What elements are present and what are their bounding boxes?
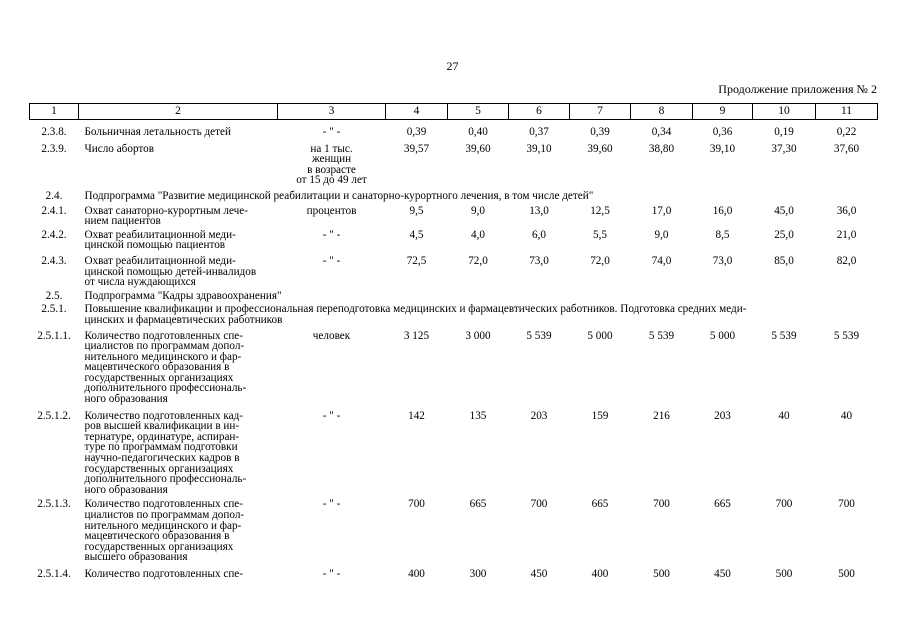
- value-cell: 700: [838, 498, 855, 511]
- value-cell: 5 539: [526, 329, 552, 342]
- indicator-name-line: Охват реабилитационной меди-: [84, 228, 236, 241]
- unit-cell: [278, 563, 386, 580]
- indicator-name: [79, 202, 278, 227]
- value-cell: 4,0: [471, 228, 485, 241]
- row-number: 2.5.1.3.: [37, 498, 71, 511]
- unit-cell: [278, 251, 386, 288]
- indicator-name: [79, 495, 278, 563]
- indicator-name: [79, 227, 278, 251]
- indicator-name-line: нительного медицинского и фар-: [84, 350, 242, 363]
- value-cell: 300: [469, 567, 487, 580]
- value-cell: 39,10: [526, 142, 552, 155]
- indicator-name-line: государственных организациях: [84, 462, 234, 475]
- value-cell: 25,0: [774, 228, 794, 241]
- value-cell: 6,0: [532, 228, 546, 241]
- row-number: 2.5.: [45, 289, 63, 302]
- unit-cell: [278, 326, 386, 405]
- indicator-name: [79, 138, 278, 186]
- value-cell: 38,80: [648, 142, 675, 155]
- section-row: [30, 288, 878, 302]
- value-cell: 142: [408, 409, 425, 422]
- value-cell: 3 000: [465, 329, 491, 342]
- table-row: [30, 405, 878, 496]
- indicator-name-line: дополнительного профессиональ-: [84, 382, 247, 395]
- indicator-name-line: цинской помощью детей-инвалидов: [84, 265, 257, 278]
- unit-line: на 1 тыс.: [310, 142, 353, 155]
- value-cell: 17,0: [651, 204, 672, 217]
- unit-line: от 15 до 49 лет: [296, 174, 367, 187]
- value-cell: 8,5: [715, 228, 730, 241]
- indicator-name: [79, 120, 278, 138]
- section-title-line: Повышение квалификации и профессиональная переподготовка медицинских и фармацевтических работников. Подготовка средних меди-: [84, 303, 747, 316]
- unit-cell: [278, 138, 386, 186]
- table-row: [30, 326, 878, 405]
- indicator-name-line: дополнительного профессиональ-: [84, 473, 247, 486]
- indicator-name-line: Охват реабилитационной меди-: [84, 254, 236, 267]
- indicator-name: [79, 251, 278, 288]
- indicator-name: [79, 326, 278, 405]
- value-cell: 9,0: [654, 228, 669, 241]
- unit-cell: [278, 120, 386, 138]
- row-number: 2.4.3.: [41, 254, 67, 267]
- unit-line: - " -: [322, 567, 341, 580]
- value-cell: 0,34: [651, 126, 672, 138]
- value-cell: 39,57: [403, 142, 430, 155]
- value-cell: 5 000: [709, 329, 736, 342]
- section-title: [79, 186, 878, 202]
- row-number: 2.5.1.: [41, 303, 67, 316]
- unit-line: - " -: [322, 254, 341, 267]
- value-cell: 0,37: [529, 126, 549, 138]
- row-number: 2.5.1.2.: [37, 409, 71, 422]
- value-cell: 13,0: [529, 204, 549, 217]
- indicator-name-line: туре по программам подготовки: [84, 441, 238, 454]
- value-cell: 85,0: [774, 254, 794, 267]
- value-cell: 203: [714, 409, 731, 422]
- indicator-name-line: Количество подготовленных спе-: [84, 567, 243, 580]
- value-cell: 0,39: [406, 126, 427, 138]
- value-cell: 5 539: [648, 329, 675, 342]
- value-cell: 0,19: [774, 126, 794, 138]
- indicator-name-line: тернатуре, ординатуре, аспиран-: [84, 430, 240, 443]
- value-cell: 500: [775, 567, 793, 580]
- unit-line: - " -: [322, 228, 341, 241]
- value-cell: 39,60: [587, 142, 613, 155]
- row-number: 2.5.1.1.: [37, 329, 71, 342]
- indicator-name-line: мацевтического образования в: [84, 530, 230, 543]
- indicator-name-line: государственных организациях: [84, 371, 234, 384]
- value-cell: 37,30: [771, 142, 797, 155]
- unit-line: в возрасте: [307, 163, 356, 176]
- value-cell: 5 539: [833, 329, 860, 342]
- value-cell: 5 000: [587, 329, 613, 342]
- indicator-name-line: Больничная летальность детей: [84, 126, 231, 138]
- indicator-name-line: ного образования: [84, 393, 168, 406]
- value-cell: 72,0: [590, 254, 610, 267]
- table-row: [30, 251, 878, 288]
- value-cell: 0,22: [836, 126, 857, 138]
- value-cell: 135: [469, 409, 487, 422]
- table-row: [30, 495, 878, 563]
- unit-line: - " -: [322, 409, 341, 422]
- section-row: [30, 186, 878, 202]
- unit-cell: [278, 227, 386, 251]
- unit-line: - " -: [322, 126, 341, 138]
- header-cell: 9: [693, 104, 753, 120]
- value-cell: 0,36: [712, 126, 733, 138]
- value-cell: 5,5: [593, 228, 607, 241]
- section-title: [79, 288, 878, 302]
- section-row: [30, 301, 878, 325]
- value-cell: 665: [714, 498, 731, 511]
- header-cell: 6: [509, 104, 570, 120]
- value-cell: 700: [408, 498, 425, 511]
- value-cell: 0,39: [590, 126, 610, 138]
- value-cell: 500: [653, 567, 670, 580]
- value-cell: 9,0: [471, 204, 485, 217]
- table-row: [30, 563, 878, 580]
- indicator-name: [79, 405, 278, 496]
- table-row: [30, 138, 878, 186]
- table-row: [30, 227, 878, 251]
- value-cell: 73,0: [529, 254, 549, 267]
- unit-line: женщин: [311, 153, 352, 166]
- indicator-name-line: ного образования: [84, 483, 168, 496]
- indicator-name-line: Охват санаторно-курортным лече-: [84, 204, 248, 217]
- indicator-name-line: нием пациентов: [84, 215, 161, 228]
- value-cell: 216: [653, 409, 670, 422]
- header-cell: 11: [816, 104, 878, 120]
- table-row: [30, 120, 878, 138]
- value-cell: 3 125: [403, 329, 430, 342]
- table-body: [30, 120, 878, 580]
- value-cell: 82,0: [836, 254, 857, 267]
- indicator-name-line: цинской помощью пациентов: [84, 239, 226, 252]
- indicator-name-line: от числа нуждающихся: [84, 276, 196, 289]
- header-cell: 1: [30, 104, 79, 120]
- indicators-table: [29, 103, 878, 580]
- value-cell: 12,5: [590, 204, 610, 217]
- row-number: 2.5.1.4.: [37, 567, 71, 580]
- value-cell: 72,5: [406, 254, 427, 267]
- section-title-line: цинских и фармацевтических работников: [84, 313, 283, 326]
- value-cell: 5 539: [771, 329, 797, 342]
- row-number: 2.3.9.: [41, 142, 67, 155]
- section-title: [79, 301, 878, 325]
- appendix-continuation-label: Продолжение приложения № 2: [718, 82, 877, 96]
- unit-cell: [278, 202, 386, 227]
- indicator-name-line: циалистов по программам допол-: [84, 509, 245, 521]
- indicator-name: [79, 563, 278, 580]
- header-cell: 8: [631, 104, 693, 120]
- value-cell: 45,0: [774, 204, 794, 217]
- indicator-name-line: Число абортов: [84, 142, 155, 155]
- indicator-name-line: Количество подготовленных спе-: [84, 329, 243, 342]
- value-cell: 73,0: [712, 254, 733, 267]
- header-cell: 4: [386, 104, 448, 120]
- value-cell: 700: [775, 498, 793, 511]
- section-title-line: Подпрограмма "Кадры здравоохранения": [84, 289, 282, 302]
- value-cell: 21,0: [836, 228, 857, 241]
- value-cell: 700: [653, 498, 670, 511]
- header-cell: 10: [753, 104, 816, 120]
- header-cell: 2: [79, 104, 278, 120]
- value-cell: 16,0: [712, 204, 733, 217]
- value-cell: 665: [591, 498, 609, 511]
- column-number-header: [30, 104, 878, 120]
- value-cell: 39,10: [709, 142, 736, 155]
- value-cell: 9,5: [409, 204, 424, 217]
- indicator-name-line: нительного медицинского и фар-: [84, 519, 242, 532]
- value-cell: 400: [408, 567, 425, 580]
- indicator-name-line: циалистов по программам допол-: [84, 340, 245, 353]
- value-cell: 37,60: [833, 142, 860, 155]
- value-cell: 500: [838, 567, 855, 580]
- value-cell: 450: [530, 567, 548, 580]
- header-cell: 7: [570, 104, 631, 120]
- value-cell: 400: [591, 567, 609, 580]
- section-title-line: Подпрограмма "Развитие медицинской реабилитации и санаторно-курортного лечения, в том числе детей": [84, 189, 594, 202]
- value-cell: 203: [530, 409, 548, 422]
- unit-line: процентов: [306, 204, 357, 217]
- page-number: 27: [446, 59, 459, 73]
- table-row: [30, 202, 878, 227]
- value-cell: 4,5: [409, 228, 424, 241]
- row-number: 2.3.8.: [41, 126, 67, 138]
- unit-line: человек: [312, 329, 351, 342]
- value-cell: 39,60: [465, 142, 491, 155]
- unit-cell: [278, 405, 386, 496]
- unit-cell: [278, 495, 386, 563]
- value-cell: 40: [840, 409, 853, 422]
- value-cell: 450: [714, 567, 731, 580]
- value-cell: 700: [530, 498, 548, 511]
- value-cell: 72,0: [468, 254, 488, 267]
- row-number: 2.4.: [45, 189, 63, 202]
- indicator-name-line: научно-педагогических кадров в: [84, 452, 240, 465]
- indicator-name-line: высшего образования: [84, 551, 188, 564]
- value-cell: 74,0: [651, 254, 672, 267]
- header-cell: 3: [278, 104, 386, 120]
- value-cell: 665: [469, 498, 487, 511]
- indicator-name-line: Количество подготовленных кад-: [84, 409, 243, 422]
- indicator-name-line: государственных организациях: [84, 540, 234, 553]
- unit-line: - " -: [322, 498, 341, 511]
- value-cell: 40: [778, 409, 790, 422]
- indicator-name-line: Количество подготовленных спе-: [84, 498, 243, 511]
- header-cell: 5: [448, 104, 509, 120]
- indicator-name-line: мацевтического образования в: [84, 361, 230, 374]
- value-cell: 159: [591, 409, 609, 422]
- row-number: 2.4.2.: [41, 228, 67, 241]
- value-cell: 0,40: [468, 126, 488, 138]
- row-number: 2.4.1.: [41, 204, 67, 217]
- indicator-name-line: ров высшей квалификации в ин-: [84, 420, 240, 433]
- value-cell: 36,0: [836, 204, 857, 217]
